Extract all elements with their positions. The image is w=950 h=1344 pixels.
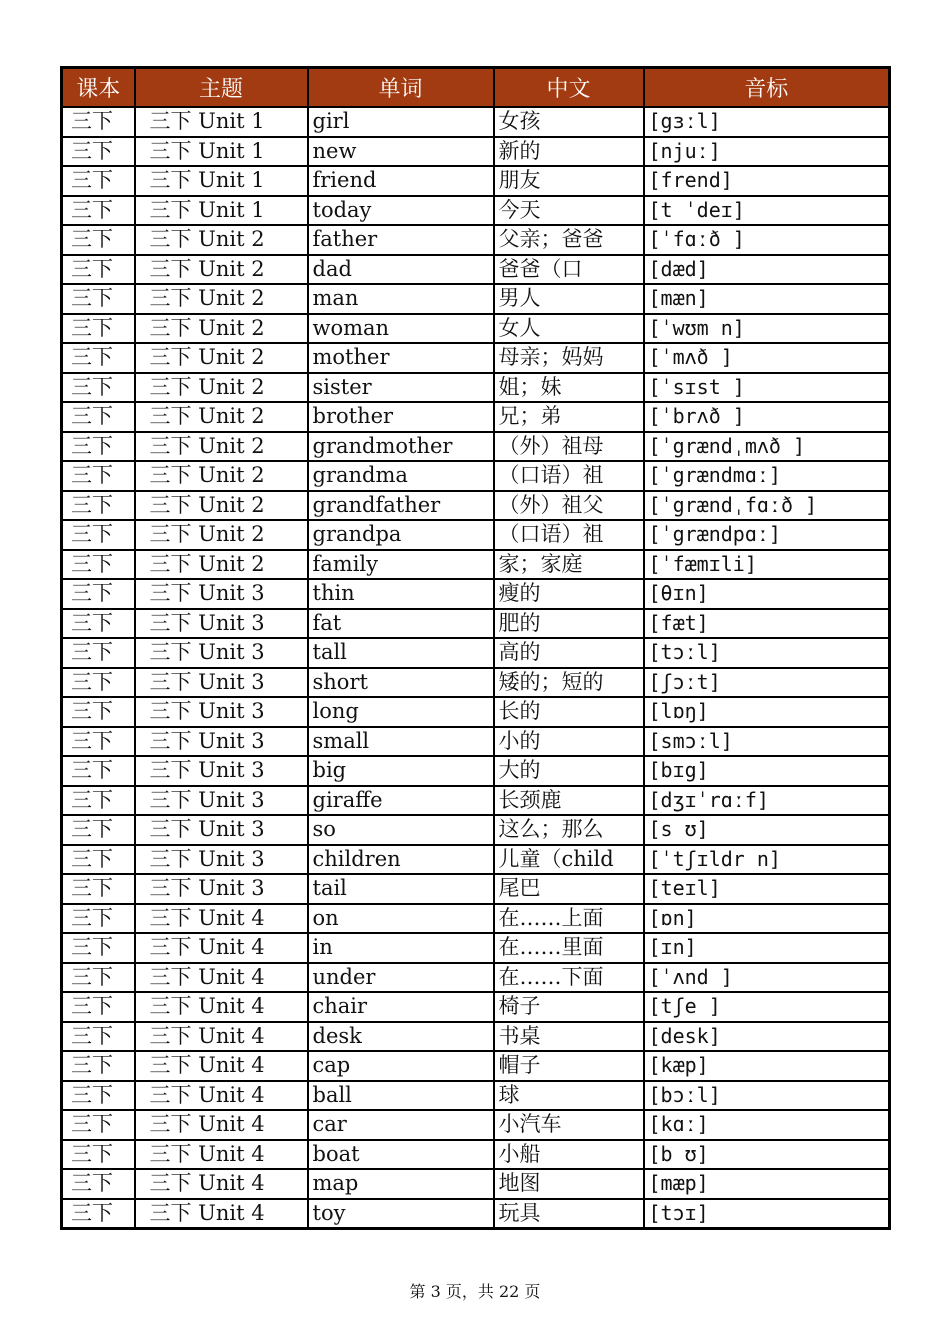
table-row (62, 373, 890, 403)
table-header (62, 68, 890, 108)
chinese-cell: 爸爸（口 (494, 255, 644, 285)
topic-cell: 三下 Unit 4 (135, 963, 308, 993)
topic-cell: 三下 Unit 4 (135, 1140, 308, 1170)
phonetic-cell: [s ʊ] (644, 815, 890, 845)
chinese-cell: （外）祖母 (494, 432, 644, 462)
word-cell: big (308, 756, 494, 786)
topic-cell: 三下 Unit 2 (135, 550, 308, 580)
textbook-cell: 三下 (62, 491, 135, 521)
textbook-cell: 三下 (62, 697, 135, 727)
phonetic-cell: [ˈfæmɪli] (644, 550, 890, 580)
word-cell: small (308, 727, 494, 757)
textbook-cell: 三下 (62, 314, 135, 344)
topic-cell: 三下 Unit 2 (135, 284, 308, 314)
textbook-cell: 三下 (62, 786, 135, 816)
chinese-cell: 在……上面 (494, 904, 644, 934)
topic-cell: 三下 Unit 4 (135, 1022, 308, 1052)
chinese-cell: 玩具 (494, 1199, 644, 1229)
topic-cell: 三下 Unit 2 (135, 314, 308, 344)
table-row (62, 432, 890, 462)
phonetic-cell: [t ˈdeɪ] (644, 196, 890, 226)
table-row (62, 107, 890, 137)
textbook-cell: 三下 (62, 373, 135, 403)
table-body (62, 107, 890, 1229)
textbook-cell: 三下 (62, 933, 135, 963)
textbook-cell: 三下 (62, 668, 135, 698)
chinese-cell: 球 (494, 1081, 644, 1111)
word-cell: car (308, 1110, 494, 1140)
word-cell: family (308, 550, 494, 580)
word-cell: girl (308, 107, 494, 137)
topic-cell: 三下 Unit 2 (135, 373, 308, 403)
textbook-cell: 三下 (62, 756, 135, 786)
textbook-cell: 三下 (62, 284, 135, 314)
table-row (62, 638, 890, 668)
topic-cell: 三下 Unit 3 (135, 845, 308, 875)
word-cell: brother (308, 402, 494, 432)
table-row (62, 314, 890, 344)
topic-cell: 三下 Unit 4 (135, 992, 308, 1022)
textbook-cell: 三下 (62, 107, 135, 137)
table-row (62, 343, 890, 373)
topic-cell: 三下 Unit 2 (135, 402, 308, 432)
textbook-cell: 三下 (62, 638, 135, 668)
table-row (62, 756, 890, 786)
textbook-cell: 三下 (62, 1110, 135, 1140)
phonetic-cell: [mæn] (644, 284, 890, 314)
phonetic-cell: [ˈgrændˌmʌð ] (644, 432, 890, 462)
word-cell: fat (308, 609, 494, 639)
chinese-cell: 今天 (494, 196, 644, 226)
chinese-cell: 高的 (494, 638, 644, 668)
chinese-cell: 长的 (494, 697, 644, 727)
chinese-cell: 书桌 (494, 1022, 644, 1052)
table-row (62, 1169, 890, 1199)
phonetic-cell: [fæt] (644, 609, 890, 639)
table-row (62, 196, 890, 226)
word-cell: in (308, 933, 494, 963)
phonetic-cell: [dæd] (644, 255, 890, 285)
chinese-cell: 新的 (494, 137, 644, 167)
table-row (62, 137, 890, 167)
chinese-cell: 儿童（child (494, 845, 644, 875)
phonetic-cell: [θɪn] (644, 579, 890, 609)
word-cell: grandmother (308, 432, 494, 462)
phonetic-cell: [teɪl] (644, 874, 890, 904)
textbook-cell: 三下 (62, 727, 135, 757)
table-row (62, 1081, 890, 1111)
word-cell: man (308, 284, 494, 314)
table-row (62, 284, 890, 314)
textbook-cell: 三下 (62, 461, 135, 491)
word-cell: tail (308, 874, 494, 904)
table-row (62, 1199, 890, 1229)
chinese-cell: 这么；那么 (494, 815, 644, 845)
chinese-cell: 大的 (494, 756, 644, 786)
table-row (62, 845, 890, 875)
chinese-cell: （口语）祖 (494, 520, 644, 550)
phonetic-cell: [ˈfɑːð ] (644, 225, 890, 255)
textbook-cell: 三下 (62, 1140, 135, 1170)
topic-cell: 三下 Unit 4 (135, 1051, 308, 1081)
table-row (62, 1140, 890, 1170)
textbook-cell: 三下 (62, 1081, 135, 1111)
phonetic-cell: [tɔɪ] (644, 1199, 890, 1229)
word-cell: dad (308, 255, 494, 285)
phonetic-cell: [bɔːl] (644, 1081, 890, 1111)
word-cell: short (308, 668, 494, 698)
table-row (62, 727, 890, 757)
topic-cell: 三下 Unit 3 (135, 697, 308, 727)
word-cell: thin (308, 579, 494, 609)
phonetic-cell: [njuː] (644, 137, 890, 167)
phonetic-cell: [ɪn] (644, 933, 890, 963)
textbook-cell: 三下 (62, 166, 135, 196)
word-cell: desk (308, 1022, 494, 1052)
chinese-cell: 瘦的 (494, 579, 644, 609)
textbook-cell: 三下 (62, 225, 135, 255)
word-cell: ball (308, 1081, 494, 1111)
phonetic-cell: [mæp] (644, 1169, 890, 1199)
phonetic-cell: [b ʊ] (644, 1140, 890, 1170)
topic-cell: 三下 Unit 4 (135, 933, 308, 963)
header-textbook: 课本 (62, 68, 135, 108)
table-row (62, 461, 890, 491)
word-cell: grandma (308, 461, 494, 491)
header-chinese: 中文 (494, 68, 644, 108)
textbook-cell: 三下 (62, 992, 135, 1022)
vocabulary-sheet (60, 66, 888, 1230)
table-row (62, 1051, 890, 1081)
word-cell: chair (308, 992, 494, 1022)
textbook-cell: 三下 (62, 432, 135, 462)
word-cell: cap (308, 1051, 494, 1081)
word-cell: children (308, 845, 494, 875)
vocabulary-table (60, 66, 891, 1230)
topic-cell: 三下 Unit 2 (135, 225, 308, 255)
header-phonetic: 音标 (644, 68, 890, 108)
topic-cell: 三下 Unit 2 (135, 255, 308, 285)
topic-cell: 三下 Unit 3 (135, 579, 308, 609)
textbook-cell: 三下 (62, 520, 135, 550)
topic-cell: 三下 Unit 2 (135, 491, 308, 521)
chinese-cell: 女孩 (494, 107, 644, 137)
phonetic-cell: [tɔːl] (644, 638, 890, 668)
word-cell: woman (308, 314, 494, 344)
table-row (62, 166, 890, 196)
chinese-cell: 在……里面 (494, 933, 644, 963)
textbook-cell: 三下 (62, 137, 135, 167)
phonetic-cell: [smɔːl] (644, 727, 890, 757)
textbook-cell: 三下 (62, 815, 135, 845)
table-row (62, 255, 890, 285)
phonetic-cell: [ˈgrændmɑː] (644, 461, 890, 491)
phonetic-cell: [desk] (644, 1022, 890, 1052)
chinese-cell: 小船 (494, 1140, 644, 1170)
phonetic-cell: [dʒɪˈrɑːf] (644, 786, 890, 816)
chinese-cell: 长颈鹿 (494, 786, 644, 816)
textbook-cell: 三下 (62, 1022, 135, 1052)
topic-cell: 三下 Unit 2 (135, 520, 308, 550)
topic-cell: 三下 Unit 3 (135, 756, 308, 786)
word-cell: giraffe (308, 786, 494, 816)
chinese-cell: 家；家庭 (494, 550, 644, 580)
textbook-cell: 三下 (62, 609, 135, 639)
textbook-cell: 三下 (62, 550, 135, 580)
table-row (62, 402, 890, 432)
chinese-cell: 肥的 (494, 609, 644, 639)
phonetic-cell: [ˈbrʌð ] (644, 402, 890, 432)
textbook-cell: 三下 (62, 1169, 135, 1199)
topic-cell: 三下 Unit 3 (135, 638, 308, 668)
chinese-cell: 男人 (494, 284, 644, 314)
table-row (62, 609, 890, 639)
word-cell: friend (308, 166, 494, 196)
chinese-cell: 小汽车 (494, 1110, 644, 1140)
header-row (62, 68, 890, 108)
table-row (62, 668, 890, 698)
textbook-cell: 三下 (62, 579, 135, 609)
textbook-cell: 三下 (62, 1199, 135, 1229)
textbook-cell: 三下 (62, 402, 135, 432)
chinese-cell: 地图 (494, 1169, 644, 1199)
word-cell: toy (308, 1199, 494, 1229)
textbook-cell: 三下 (62, 343, 135, 373)
word-cell: so (308, 815, 494, 845)
chinese-cell: 父亲；爸爸 (494, 225, 644, 255)
table-row (62, 491, 890, 521)
textbook-cell: 三下 (62, 963, 135, 993)
phonetic-cell: [ˈgrændˌfɑːð ] (644, 491, 890, 521)
table-row (62, 697, 890, 727)
topic-cell: 三下 Unit 4 (135, 904, 308, 934)
chinese-cell: 姐；妹 (494, 373, 644, 403)
phonetic-cell: [bɪg] (644, 756, 890, 786)
topic-cell: 三下 Unit 1 (135, 107, 308, 137)
chinese-cell: 小的 (494, 727, 644, 757)
topic-cell: 三下 Unit 3 (135, 727, 308, 757)
topic-cell: 三下 Unit 1 (135, 196, 308, 226)
table-row (62, 520, 890, 550)
phonetic-cell: [frend] (644, 166, 890, 196)
textbook-cell: 三下 (62, 845, 135, 875)
word-cell: under (308, 963, 494, 993)
chinese-cell: 母亲；妈妈 (494, 343, 644, 373)
topic-cell: 三下 Unit 3 (135, 874, 308, 904)
topic-cell: 三下 Unit 3 (135, 668, 308, 698)
chinese-cell: 尾巴 (494, 874, 644, 904)
page-footer: 第 3 页，共 22 页 (409, 1282, 541, 1301)
chinese-cell: （口语）祖 (494, 461, 644, 491)
word-cell: today (308, 196, 494, 226)
chinese-cell: 帽子 (494, 1051, 644, 1081)
phonetic-cell: [kæp] (644, 1051, 890, 1081)
word-cell: map (308, 1169, 494, 1199)
table-row (62, 550, 890, 580)
word-cell: grandfather (308, 491, 494, 521)
phonetic-cell: [kɑː] (644, 1110, 890, 1140)
chinese-cell: 女人 (494, 314, 644, 344)
chinese-cell: 兄；弟 (494, 402, 644, 432)
topic-cell: 三下 Unit 3 (135, 609, 308, 639)
table-row (62, 815, 890, 845)
word-cell: tall (308, 638, 494, 668)
phonetic-cell: [ˈsɪst ] (644, 373, 890, 403)
table-row (62, 904, 890, 934)
phonetic-cell: [ʃɔːt] (644, 668, 890, 698)
header-topic: 主题 (135, 68, 308, 108)
topic-cell: 三下 Unit 4 (135, 1110, 308, 1140)
word-cell: long (308, 697, 494, 727)
topic-cell: 三下 Unit 1 (135, 166, 308, 196)
table-row (62, 1022, 890, 1052)
phonetic-cell: [tʃe ] (644, 992, 890, 1022)
topic-cell: 三下 Unit 2 (135, 343, 308, 373)
topic-cell: 三下 Unit 3 (135, 786, 308, 816)
topic-cell: 三下 Unit 4 (135, 1081, 308, 1111)
table-row (62, 992, 890, 1022)
chinese-cell: 在……下面 (494, 963, 644, 993)
phonetic-cell: [gɜːl] (644, 107, 890, 137)
topic-cell: 三下 Unit 2 (135, 432, 308, 462)
chinese-cell: 矮的；短的 (494, 668, 644, 698)
word-cell: on (308, 904, 494, 934)
textbook-cell: 三下 (62, 1051, 135, 1081)
phonetic-cell: [lɒŋ] (644, 697, 890, 727)
topic-cell: 三下 Unit 4 (135, 1199, 308, 1229)
table-row (62, 874, 890, 904)
table-row (62, 933, 890, 963)
word-cell: mother (308, 343, 494, 373)
word-cell: grandpa (308, 520, 494, 550)
phonetic-cell: [ˈgrændpɑː] (644, 520, 890, 550)
table-row (62, 225, 890, 255)
topic-cell: 三下 Unit 1 (135, 137, 308, 167)
phonetic-cell: [ˈmʌð ] (644, 343, 890, 373)
table-row (62, 963, 890, 993)
topic-cell: 三下 Unit 2 (135, 461, 308, 491)
phonetic-cell: [ˈʌnd ] (644, 963, 890, 993)
topic-cell: 三下 Unit 4 (135, 1169, 308, 1199)
table-row (62, 786, 890, 816)
word-cell: father (308, 225, 494, 255)
word-cell: sister (308, 373, 494, 403)
chinese-cell: （外）祖父 (494, 491, 644, 521)
textbook-cell: 三下 (62, 874, 135, 904)
header-word: 单词 (308, 68, 494, 108)
phonetic-cell: [ˈwʊm n] (644, 314, 890, 344)
word-cell: new (308, 137, 494, 167)
textbook-cell: 三下 (62, 904, 135, 934)
chinese-cell: 椅子 (494, 992, 644, 1022)
chinese-cell: 朋友 (494, 166, 644, 196)
textbook-cell: 三下 (62, 196, 135, 226)
phonetic-cell: [ɒn] (644, 904, 890, 934)
phonetic-cell: [ˈtʃɪldr n] (644, 845, 890, 875)
topic-cell: 三下 Unit 3 (135, 815, 308, 845)
textbook-cell: 三下 (62, 255, 135, 285)
word-cell: boat (308, 1140, 494, 1170)
table-row (62, 579, 890, 609)
table-row (62, 1110, 890, 1140)
